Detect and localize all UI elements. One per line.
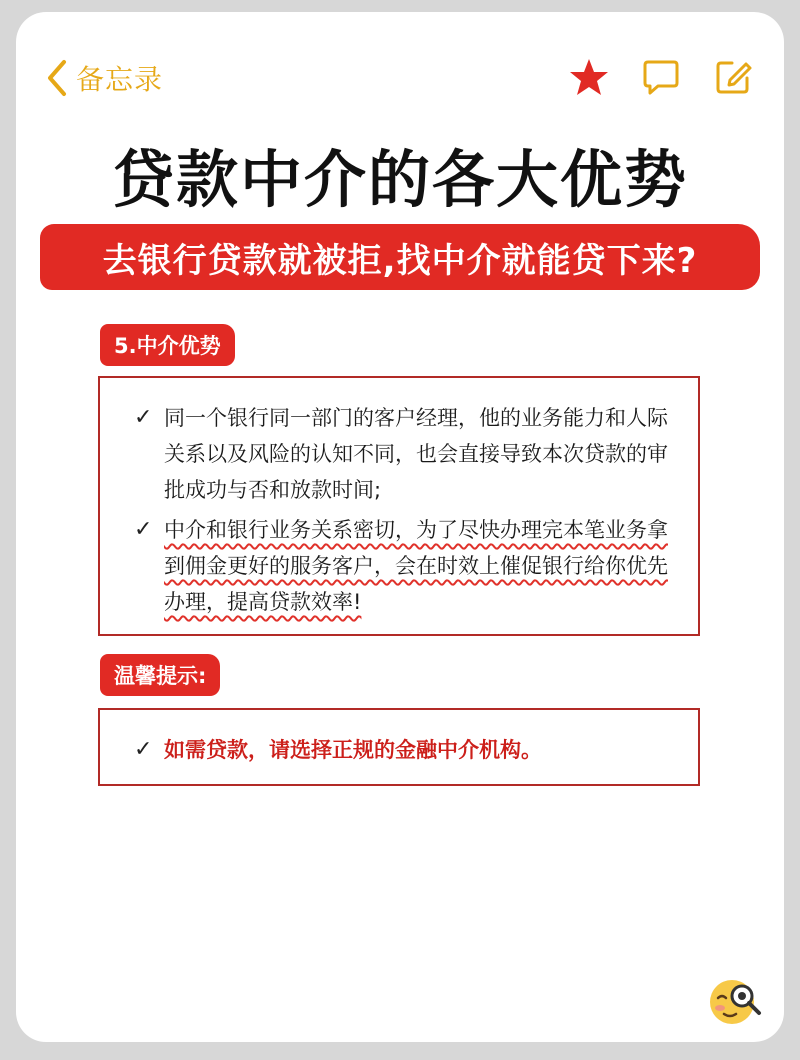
back-button[interactable]	[44, 58, 163, 98]
magnifier-face-icon	[706, 972, 764, 1030]
page-title: 贷款中介的各大优势	[111, 143, 688, 216]
banner-text: 去银行贷款就被拒,找中介就能贷下来?	[102, 240, 698, 281]
subtitle-banner	[40, 224, 760, 290]
check-icon: ✓	[134, 405, 153, 430]
edit-icon[interactable]	[712, 56, 754, 98]
chevron-left-icon	[44, 58, 70, 98]
toolbar	[568, 56, 754, 98]
note-card	[16, 12, 784, 1042]
star-icon[interactable]	[568, 56, 610, 98]
tip-box	[98, 708, 700, 786]
comment-icon[interactable]	[640, 56, 682, 98]
advantage-box	[98, 376, 700, 636]
check-icon: ✓	[134, 737, 153, 762]
back-label: 备忘录	[76, 63, 164, 96]
list-item	[134, 512, 674, 620]
tip-text: 如需贷款，请选择正规的金融中介机构。	[164, 738, 542, 762]
check-icon: ✓	[134, 517, 153, 542]
list-item	[134, 400, 674, 508]
point-text: 同一个银行同一部门的客户经理，他的业务能力和人际关系以及风险的认知不同，也会直接导致本次贷款的审批成功与否和放款时间;	[164, 406, 668, 502]
list-item	[134, 732, 674, 768]
point-text-highlighted: 中介和银行业务关系密切，为了尽快办理完本笔业务拿到佣金更好的服务客户，会在时效上催促银行给你优先办理，提高贷款效率!	[164, 518, 668, 614]
section-tag-advantage: 5.中介优势	[100, 324, 235, 366]
section-tag-tip: 温馨提示:	[100, 654, 220, 696]
